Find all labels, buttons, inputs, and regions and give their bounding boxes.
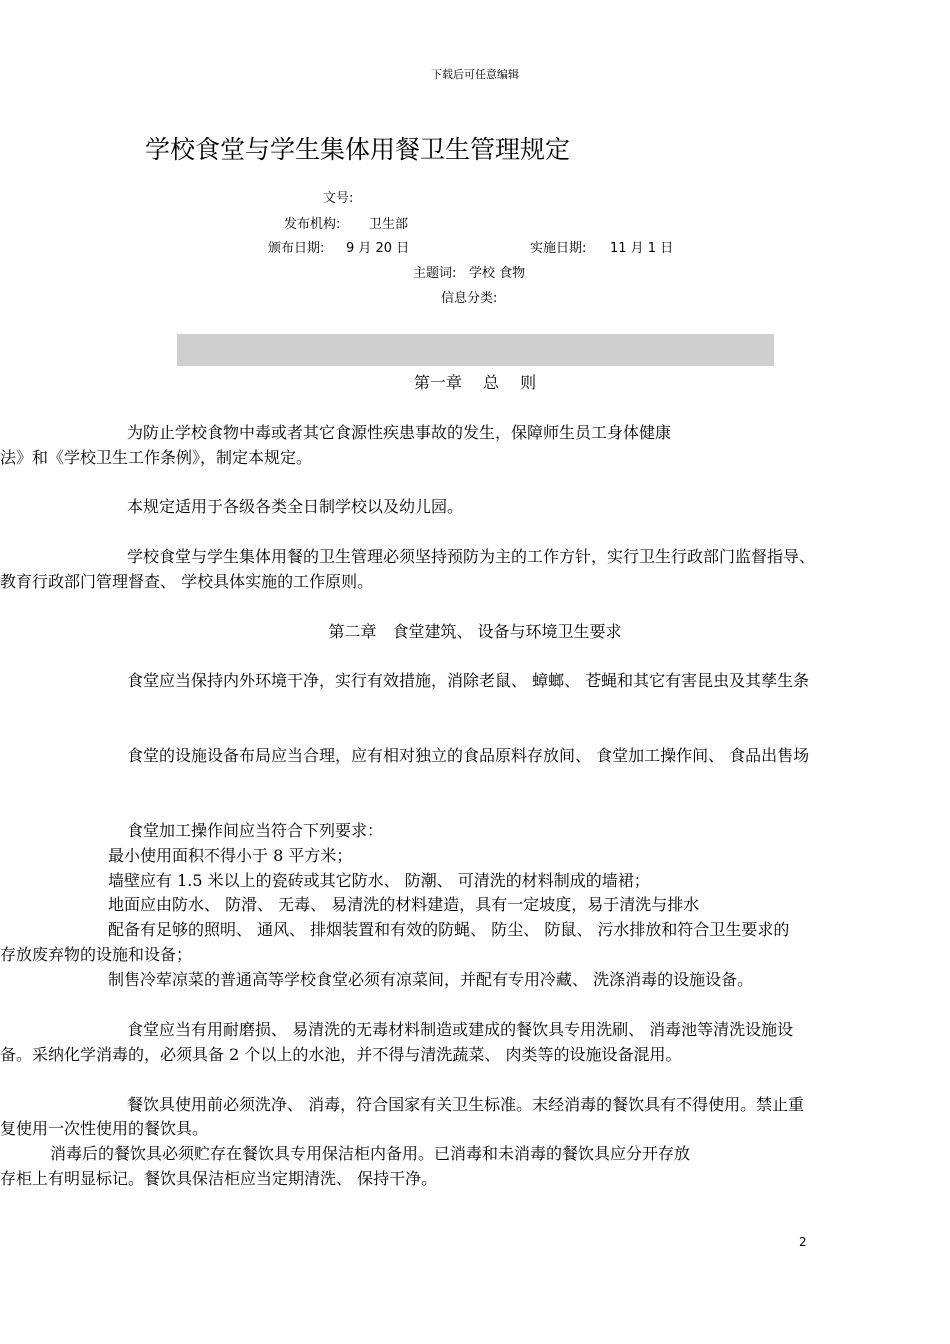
effective-date-label: 实施日期:	[530, 241, 587, 256]
header-note: 下载后可任意编辑	[431, 68, 519, 81]
paragraph-1-line-1: 为防止学校食物中毒或者其它食源性疾患事故的发生，保障师生员工身体健康	[127, 423, 672, 442]
effective-date-value: 11 月 1 日	[610, 241, 674, 256]
divider-bar	[177, 334, 774, 366]
paragraph-7-line-1: 食堂应当有用耐磨损、 易清洗的无毒材料制造或建成的餐饮具专用洗刷、 消毒池等清洗设施设	[127, 1020, 794, 1039]
paragraph-9-line-2: 存柜上有明显标记。餐饮具保洁柜应当定期清洗、 保持干净。	[0, 1169, 438, 1188]
keywords-value: 学校 食物	[469, 266, 526, 281]
paragraph-6: 食堂加工操作间应当符合下列要求：	[127, 821, 384, 840]
paragraph-8-line-1: 餐饮具使用前必须洗净、 消毒，符合国家有关卫生标准。末经消毒的餐饮具有不得使用。禁止重	[127, 1095, 805, 1114]
paragraph-3-line-1: 学校食堂与学生集体用餐的卫生管理必须坚持预防为主的工作方针，实行卫生行政部门监督指导、	[127, 547, 816, 566]
issue-date-value: 9 月 20 日	[346, 241, 410, 256]
paragraph-7-line-2: 备。采纳化学消毒的，必须具备 2 个以上的水池，并不得与清洗蔬菜、 肉类等的设施设备混用。	[0, 1045, 682, 1064]
list-item-3: 地面应由防水、 防滑、 无毒、 易清洗的材料建造，具有一定坡度，易于清洗与排水	[108, 895, 700, 914]
chapter-2-heading: 第二章 食堂建筑、 设备与环境卫生要求	[328, 622, 622, 641]
issuer-label: 发布机构:	[284, 217, 341, 232]
doc-number-label: 文号:	[323, 191, 354, 206]
issuer-value: 卫生部	[369, 217, 409, 232]
paragraph-8-line-2: 复使用一次性使用的餐饮具。	[0, 1119, 209, 1138]
list-item-5: 制售冷荤凉菜的普通高等学校食堂必须有凉菜间，并配有专用冷藏、 洗涤消毒的设施设备。	[108, 970, 754, 989]
paragraph-3-line-2: 教育行政部门管理督查、 学校具体实施的工作原则。	[0, 572, 374, 591]
issue-date-label: 颁布日期:	[268, 241, 325, 256]
list-item-4-line-2: 存放废弃物的设施和设备；	[0, 945, 193, 964]
chapter-1-heading: 第一章 总 则	[413, 373, 537, 392]
document-title: 学校食堂与学生集体用餐卫生管理规定	[145, 135, 571, 164]
keywords-label: 主题词:	[413, 266, 457, 281]
category-label: 信息分类:	[441, 291, 498, 306]
paragraph-4: 食堂应当保持内外环境干净，实行有效措施，消除老鼠、 蟑螂、 苍蝇和其它有害昆虫及其孳生条	[127, 671, 810, 690]
list-item-1: 最小使用面积不得小于 8 平方米；	[108, 846, 353, 865]
list-item-4-line-1: 配备有足够的照明、 通风、 排烟装置和有效的防蝇、 防尘、 防鼠、 污水排放和符合卫生要求的	[108, 920, 790, 939]
list-item-2: 墙壁应有 1.5 米以上的瓷砖或其它防水、 防潮、 可清洗的材料制成的墙裙；	[108, 871, 650, 890]
paragraph-9-line-1: 消毒后的餐饮具必须贮存在餐饮具专用保洁柜内备用。已消毒和未消毒的餐饮具应分开存放	[50, 1144, 691, 1163]
paragraph-2: 本规定适用于各级各类全日制学校以及幼儿园。	[127, 497, 464, 516]
paragraph-5: 食堂的设施设备布局应当合理，应有相对独立的食品原料存放间、 食堂加工操作间、 食品出售场	[127, 746, 810, 765]
paragraph-1-line-2: 法》和《学校卫生工作条例》，制定本规定。	[0, 448, 313, 467]
page-number: 2	[799, 1235, 807, 1249]
